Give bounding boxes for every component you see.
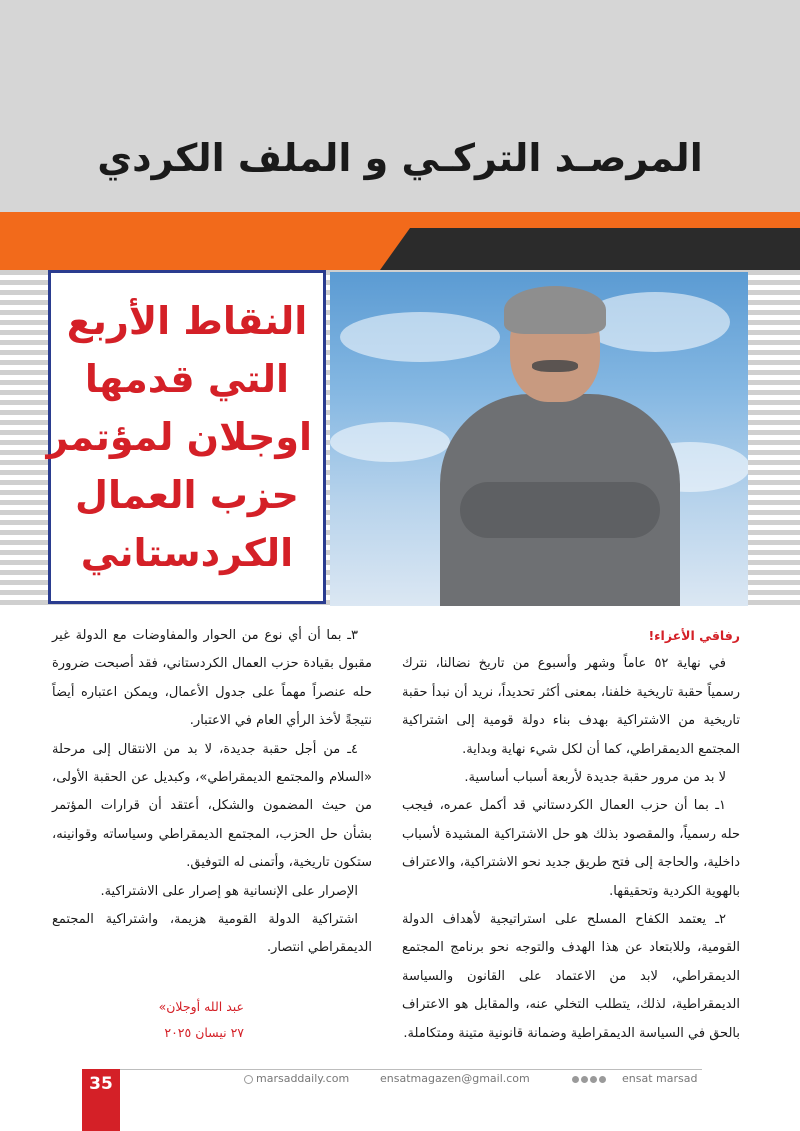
- website-text: marsaddaily.com: [256, 1072, 350, 1085]
- youtube-icon[interactable]: [599, 1076, 606, 1083]
- footer-divider: [82, 1069, 702, 1070]
- section-title: المرصـد التركـي و الملف الكردي: [97, 136, 703, 180]
- paragraph: ٣ـ بما أن أي نوع من الحوار والمفاوضات مع الدولة غير مقبول بقيادة حزب العمال الكردستاني، فقد أصبحت ضرورة حله عنصراً مهماً على جدول الأعمال، ويمكن اعتباره أيضاً نتيجةً لأخذ الرأي العام في الاعتبار.: [52, 628, 372, 729]
- paragraph: لا بد من مرور حقبة جديدة لأربعة أسباب أساسية.: [464, 770, 726, 786]
- dark-band: [380, 228, 800, 270]
- facebook-icon[interactable]: [572, 1076, 579, 1083]
- paragraph: اشتراكية الدولة القومية هزيمة، واشتراكية المجتمع الديمقراطي انتصار.: [52, 912, 372, 956]
- headline-line: النقاط الأربع: [66, 299, 308, 343]
- signature-date: ٢٧ نيسان ٢٠٢٥: [164, 1025, 244, 1040]
- headline-box: [48, 270, 326, 604]
- headline-line: حزب العمال: [75, 473, 299, 517]
- social-icons: [572, 1072, 608, 1085]
- portrait-photo: [330, 272, 748, 606]
- footer-website[interactable]: [244, 1072, 349, 1085]
- signature-name: عبد الله أوجلان»: [158, 999, 244, 1014]
- paragraph: ٤ـ من أجل حقبة جديدة، لا بد من الانتقال إلى مرحلة «السلام والمجتمع الديمقراطي»، وكبديل عن الحقبة الأولى، من حيث المضمون والشكل، أعتقد أن قرارات المؤتمر بشأن حل الحزب، المجتمع الديمقراطي وسياساته وقوانينه، ستكون تاريخية، وأتمنى له التوفيق.: [52, 741, 372, 871]
- right-column: [402, 622, 740, 1048]
- left-column: [52, 622, 372, 963]
- article-headline: [46, 292, 312, 582]
- footer-brand: ensat marsad: [622, 1072, 698, 1085]
- paragraph: ١ـ بما أن حزب العمال الكردستاني قد أكمل عمره، فيجب حله رسمياً، والمقصود بذلك هو حل الاشتراكية المشيدة لأسباب داخلية، والحاجة إلى فتح طريق جديد نحو الاشتراكية، والاعتراف بالهوية الكردية وتحقيقها.: [402, 798, 740, 899]
- signature: [130, 994, 244, 1046]
- person-figure: [440, 282, 680, 606]
- globe-icon: [244, 1075, 253, 1084]
- paragraph: الإصرار على الإنسانية هو إصرار على الاشتراكية.: [100, 883, 358, 899]
- twitter-icon[interactable]: [581, 1076, 588, 1083]
- headline-line: التي قدمها: [84, 357, 290, 401]
- instagram-icon[interactable]: [590, 1076, 597, 1083]
- paragraph: في نهاية ٥٢ عاماً وشهر وأسبوع من تاريخ نضالنا، نترك رسمياً حقبة تاريخية خلفنا، بمعنى أكثر تحديداً، نريد أن نبدأ حقبة تاريخية من الاشتراكية بهدف بناء دولة قومية إلى اشتراكية المجتمع الديمقراطي، كما أن لكل شيء نهاية وبداية.: [402, 656, 740, 757]
- headline-line: الكردستاني: [80, 531, 294, 575]
- headline-line: اوجلان لمؤتمر: [46, 415, 312, 459]
- page-number: 35: [89, 1074, 113, 1094]
- footer-email[interactable]: ensatmagazen@gmail.com: [380, 1072, 530, 1085]
- greeting: رفاقي الأعزاء!: [648, 628, 740, 643]
- paragraph: ٢ـ يعتمد الكفاح المسلح على استراتيجية لأهداف الدولة القومية، وللابتعاد عن هذا الهدف والتوجه نحو برنامج المجتمع الديمقراطي، لابد من الاعتماد على القانون والسياسة الديمقراطية، لذلك، يتطلب التخلي عنه، والمقابل هو الاعتراف بالحق في السياسة الديمقراطية وضمانة قانونية متينة ومتكاملة.: [402, 912, 740, 1041]
